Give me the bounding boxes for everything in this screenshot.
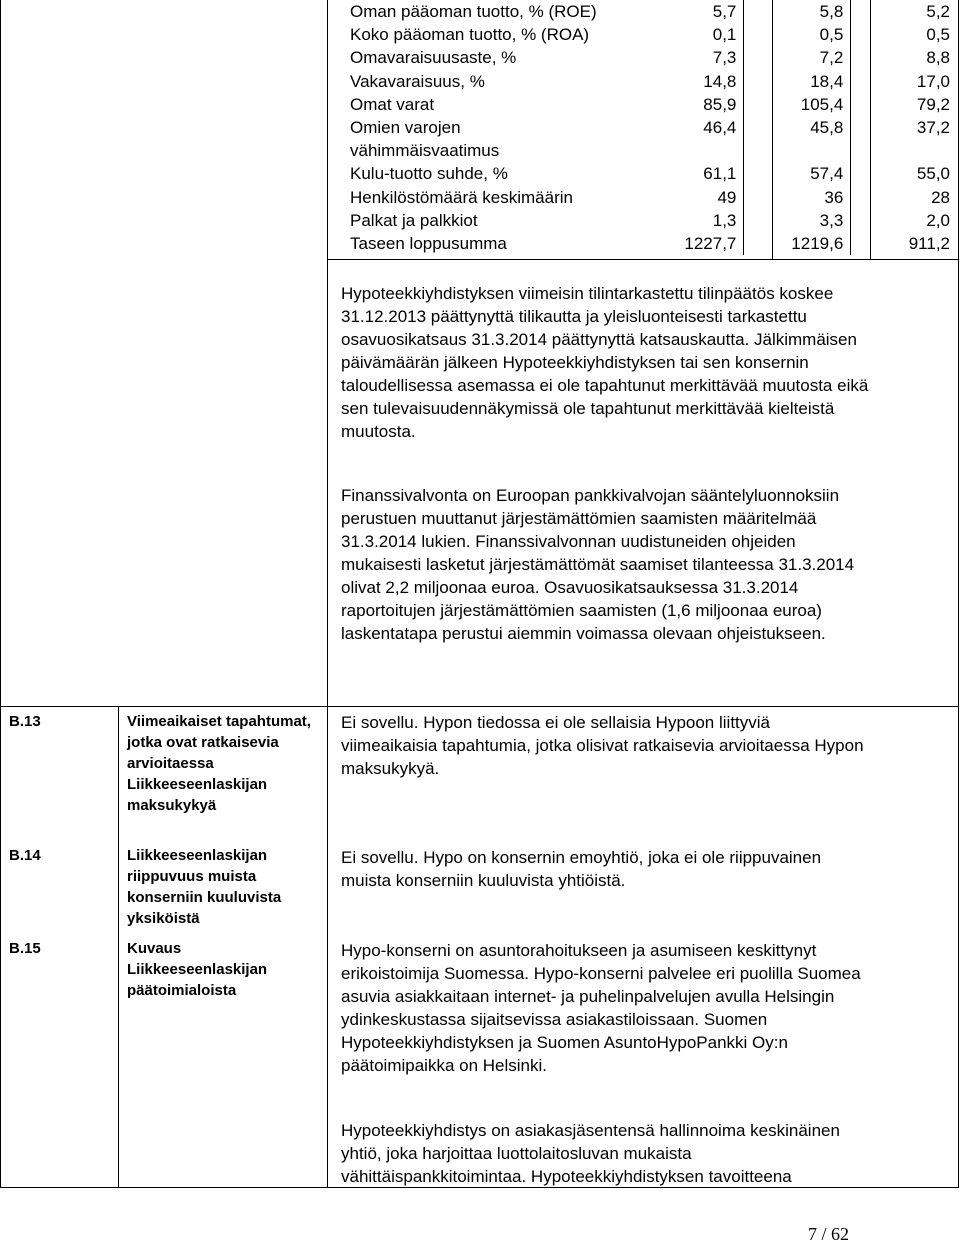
page-number: 7 / 62 [808, 1224, 850, 1244]
frame-right-border [958, 0, 959, 1188]
section-title: Liikkeeseenlaskijan riippuvuus muista konserniin kuuluvista yksiköistä [127, 847, 282, 927]
table-row: Vakavaraisuus, % 14,8 18,4 17,0 [341, 70, 957, 93]
section-text: Ei sovellu. Hypo on konsernin emoyhtiö, joka ei ole riippuvainen muista konserniin kuuluvista yhtiöistä. [341, 848, 822, 890]
section-code: B.14 [9, 847, 41, 864]
financial-table [341, 0, 957, 255]
section-code: B.13 [9, 713, 41, 730]
section-title: Viimeaikaiset tapahtumat, jotka ovat ratkaisevia arvioitaessa Liikkeeseenlaskijan maksukykyä [127, 713, 311, 814]
table-row: Henkilöstömäärä keskimäärin 49 36 28 [341, 186, 957, 209]
section-title: Kuvaus Liikkeeseenlaskijan päätoimialoista [127, 940, 268, 999]
column-divider-main [327, 0, 328, 1188]
table-col-divider [772, 0, 773, 259]
table-row: Palkat ja palkkiot 1,3 3,3 2,0 [341, 209, 957, 232]
frame-left-border [0, 0, 1, 1188]
table-bottom-border [327, 259, 959, 260]
section-text: Hypo-konserni on asuntorahoitukseen ja asumiseen keskittynyt erikoistoimija Suomessa. Hypo-konserni palvelee eri puolilla Suomea asuvia asiakkaitaan internet- ja puhelinpalvelujen avulla Helsingin ydinkeskustassa sijaitsevissa asiakastiloissaan. Suomen Hypoteekkiyhdistyksen ja Suomen AsuntoHypoPankki Oy:n päätoimipaikka on Helsinki. [341, 941, 861, 1075]
table-row: Koko pääoman tuotto, % (ROA) 0,1 0,5 0,5 [341, 23, 957, 46]
section-top-border [0, 706, 959, 707]
table-col-divider [870, 0, 871, 259]
table-row: Kulu-tuotto suhde, % 61,1 57,4 55,0 [341, 162, 957, 185]
table-row: Omavaraisuusaste, % 7,3 7,2 8,8 [341, 46, 957, 69]
section-code: B.15 [9, 940, 41, 957]
section-text: Ei sovellu. Hypon tiedossa ei ole sellaisia Hypoon liittyviä viimeaikaisia tapahtumia, jotka olisivat ratkaisevia arvioitaessa Hypon maksukykyä. [341, 713, 864, 778]
table-row: Omien varojen vähimmäisvaatimus 46,4 45,8 37,2 [341, 116, 957, 162]
column-divider-code [118, 706, 119, 1188]
table-row: Taseen loppusumma 1227,7 1219,6 911,2 [341, 232, 957, 255]
table-row: Omat varat 85,9 105,4 79,2 [341, 93, 957, 116]
audit-paragraph: Hypoteekkiyhdistyksen viimeisin tilintarkastettu tilinpäätös koskee 31.12.2013 päättynyttä tilikautta ja yleisluonteisesti tarkastettu osavuosikatsaus 31.3.2014 päättynyttä katsauskautta. Jälkimmäisen päivämäärän jälkeen Hypoteekkiyhdistyksen tai sen konsernin taloudellisessa asemassa ei ole tapahtunut merkittävää muutosta eikä sen tulevaisuudennäkymissä ole tapahtunut merkittävää kielteistä muutosta. [341, 284, 869, 441]
fiva-paragraph: Finanssivalvonta on Euroopan pankkivalvojan sääntelyluonnoksiin perustuen muuttanut järjestämättömien saamisten määritelmää 31.3.2014 lukien. Finanssivalvonnan uudistuneiden ohjeiden mukaisesti lasketut järjestämättömät saamiset tilanteessa 31.3.2014 olivat 2,2 miljoonaa euroa. Osavuosikatsauksessa 31.3.2014 raportoitujen järjestämättömien saamisten (1,6 miljoonaa euroa) laskentatapa perustui aiemmin voimassa olevaan ohjeistukseen. [341, 486, 855, 643]
table-row: Oman pääoman tuotto, % (ROE) 5,7 5,8 5,2 [341, 0, 957, 23]
section-text-continued: Hypoteekkiyhdistys on asiakasjäsentensä hallinnoima keskinäinen yhtiö, joka harjoittaa luottolaitosluvan mukaista vähittäispankkitoimintaa. Hypoteekkiyhdistyksen tavoitteena [341, 1121, 840, 1186]
